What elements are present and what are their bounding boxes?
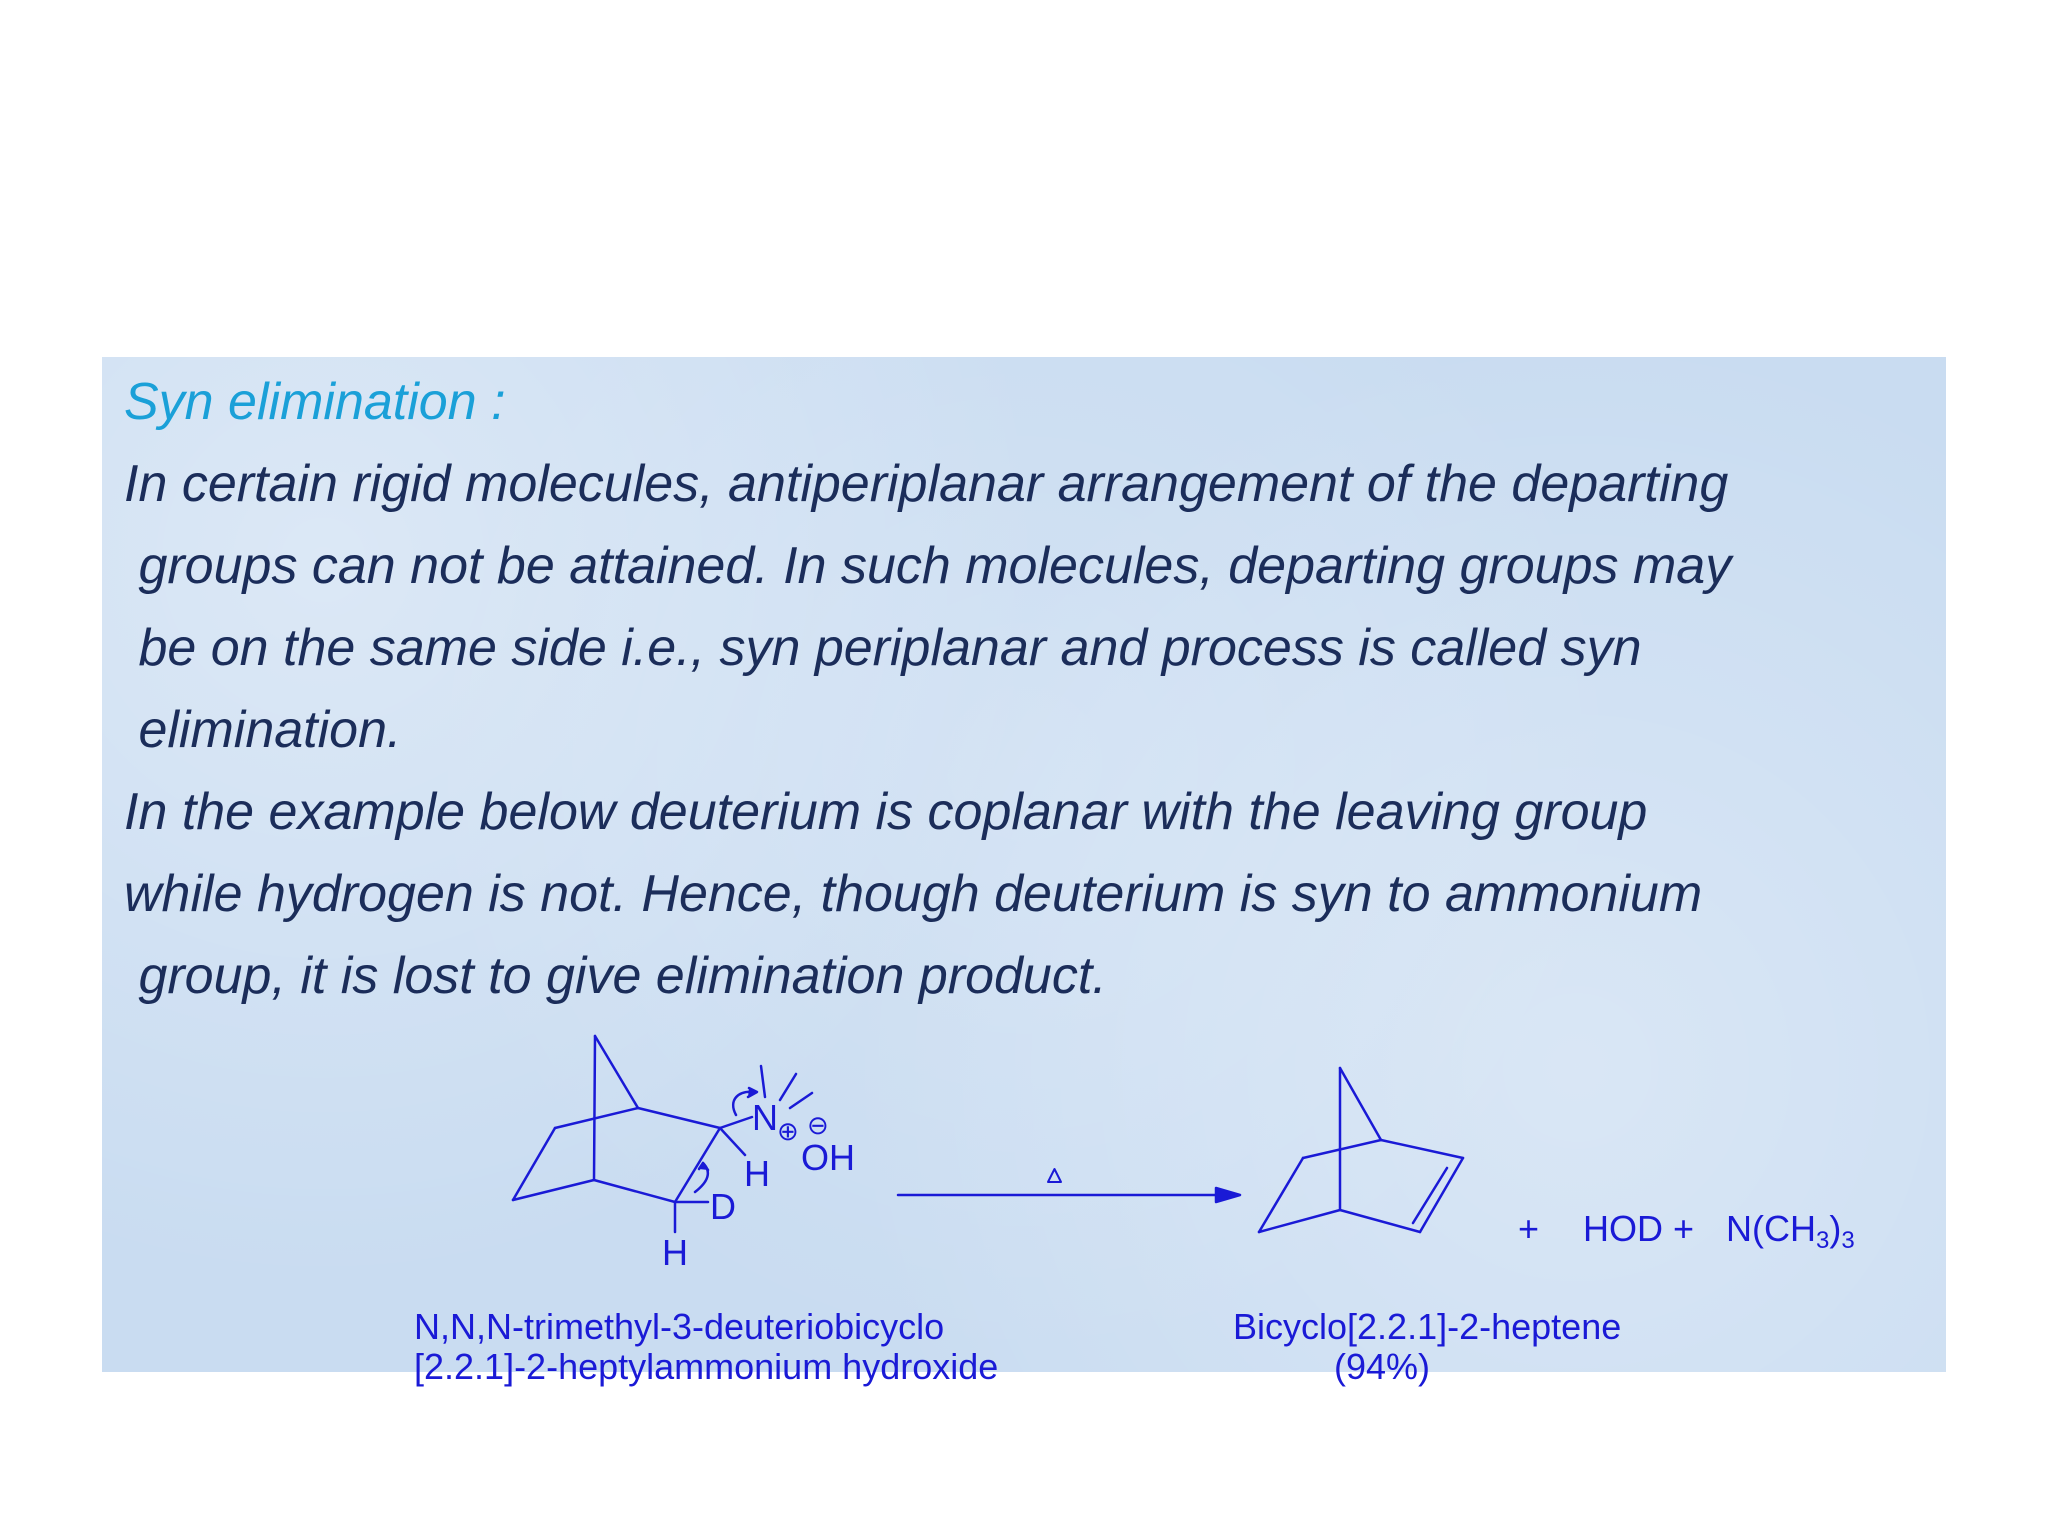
hydrogen-label-lower: H [662,1232,688,1273]
paragraph-line: elimination. [124,701,402,759]
byproduct-plus: + [1518,1208,1540,1249]
reactant-name-line1: N,N,N-trimethyl-3-deuteriobicyclo [414,1306,945,1347]
trimethylamine-label: N(CH3)3 [1726,1208,1855,1254]
hydrogen-label-upper: H [744,1153,770,1194]
product-name: Bicyclo[2.2.1]-2-heptene [1233,1306,1622,1347]
hydroxide-label: OH [801,1137,855,1178]
product-yield: (94%) [1334,1346,1431,1387]
paragraph-line: groups can not be attained. In such molecules, departing groups may [124,537,1732,595]
negative-charge: ⊖ [807,1110,829,1140]
reactant-name-line2: [2.2.1]-2-heptylammonium hydroxide [414,1346,999,1387]
hod-label: HOD + [1583,1208,1695,1249]
positive-charge: ⊕ [777,1116,799,1146]
paragraph-line: while hydrogen is not. Hence, though deuterium is syn to ammonium [124,865,1703,923]
nitrogen-label: N [752,1097,778,1138]
deuterium-label: D [710,1186,736,1227]
paragraph-line: group, it is lost to give elimination product. [124,947,1107,1005]
paragraph-line: In the example below deuterium is coplanar with the leaving group [124,783,1648,841]
paragraph-line: In certain rigid molecules, antiperiplanar arrangement of the departing [124,455,1729,513]
paragraph-line: be on the same side i.e., syn periplanar and process is called syn [124,619,1642,677]
slide-heading: Syn elimination : [124,373,506,431]
